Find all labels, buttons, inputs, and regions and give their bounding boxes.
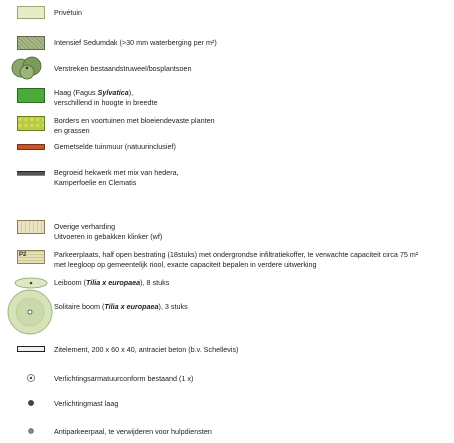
solitair-label: Solitaire boom (Tilia x europaea), 3 stuks: [54, 302, 188, 311]
privetuin-label: Privétuin: [54, 8, 82, 17]
haag-latin-name: Sylvatica: [97, 88, 129, 97]
verharding-label-line-2: Uitvoeren in gebakken klinker (wf): [54, 231, 163, 241]
bollard-icon: [26, 426, 36, 436]
haag-label-line-1: Haag (Fagus Sylvatica),: [54, 88, 134, 97]
light-pole-icon: [26, 398, 36, 408]
sedumdak-label: Intensief Sedumdak (>30 mm waterberging per m²): [54, 38, 217, 47]
shrub-cluster-icon: [10, 56, 44, 80]
borders-label-line-2: en grassen: [54, 125, 90, 135]
borders-swatch: [17, 116, 45, 131]
hekwerk-line: [17, 171, 45, 176]
antiparkeer-label: Antiparkeerpaal, te verwijderen voor hulpdiensten: [54, 427, 212, 436]
verharding-label-line-1: Overige verharding: [54, 222, 116, 231]
armatuur-label: Verlichtingsarmatuurconform bestaand (1 x): [54, 374, 194, 383]
solitaire-tree-icon: [6, 288, 54, 336]
leiboom-label: Leiboom (Tilia x europaea), 8 stuks: [54, 278, 170, 287]
tuinmuur-label: Gemetselde tuinmuur (natuurinclusief): [54, 142, 176, 151]
borders-label: [54, 116, 215, 135]
hekwerk-label-line-2: Kamperfoelie en Clematis: [54, 177, 137, 187]
haag-label-line-2: verschillend in hoogte in breedte: [54, 97, 158, 107]
verharding-swatch: [17, 220, 45, 234]
parkeer-badge: P2: [19, 252, 27, 258]
solitair-latin-name: Tilia x europaea: [104, 302, 159, 311]
parkeer-swatch: [17, 250, 45, 264]
verharding-label: [54, 222, 162, 241]
parkeer-label-line-1: Parkeerplaats, half open bestrating (18stuks) met ondergrondse infiltratiekoffer, te verwachte capaciteit circa 75 m²: [54, 250, 419, 259]
zitelement-label: Zitelement, 200 x 60 x 40, antraciet beton (b.v. Schellevis): [54, 345, 239, 354]
hekwerk-label-line-1: Begroeid hekwerk met mix van hedera,: [54, 168, 179, 177]
light-fixture-icon: [26, 373, 36, 383]
verstreken-label: Verstreken bestaandstruweel/bosplantsoen: [54, 64, 192, 73]
mastlaag-label: Verlichtingmast laag: [54, 399, 119, 408]
sedumdak-swatch: [17, 36, 45, 50]
haag-swatch: [17, 88, 45, 103]
parkeer-label: [54, 250, 418, 269]
leiboom-latin-name: Tilia x europaea: [85, 278, 141, 287]
zitelement-bench-icon: [17, 346, 45, 352]
hekwerk-label: [54, 168, 179, 187]
haag-label: [54, 88, 158, 107]
tuinmuur-swatch: [17, 144, 45, 150]
privetuin-swatch: [17, 6, 45, 19]
parkeer-label-line-2: met leegloop op gemeentelijk riool, exacte capaciteit bepalen in verdere uitwerking: [54, 259, 317, 269]
borders-label-line-1: Borders en voortuinen met bloeiendevaste planten: [54, 116, 215, 125]
